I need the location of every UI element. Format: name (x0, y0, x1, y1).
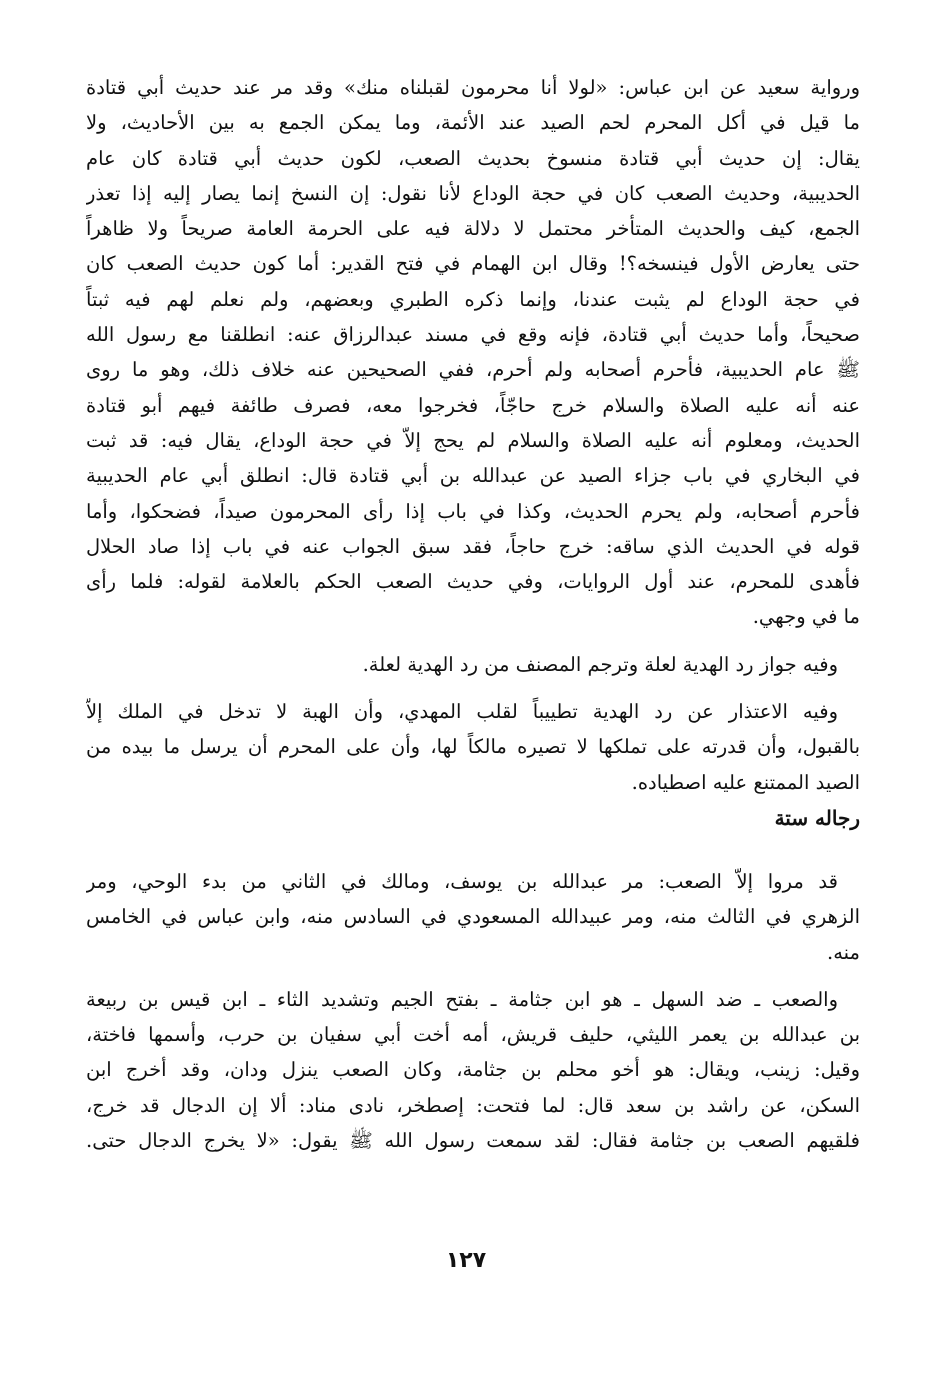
text-line: صحيحاً، وأما حديث أبي قتادة، فإنه وقع في مسند عبدالرزاق عنه: انطلقنا مع رسول الله (86, 323, 860, 347)
text-line: قوله في الحديث الذي ساقه: خرج حاجاً، فقد سبق الجواب عنه في باب إذا صاد الحلال (86, 534, 860, 558)
text-line: والصعب ـ ضد السهل ـ هو ابن جثامة ـ بفتح الجيم وتشديد الثاء ـ ابن قيس بن ربيعة (86, 987, 838, 1011)
text-line: بالقبول، وأن قدرته على تملكها لا تصيره مالكاً لها، وأن على المحرم أن يرسل ما بيده من (86, 735, 860, 759)
text-line: فأحرم أصحابه، ولم يحرم الحديث، وكذا في باب إذا رأى المحرمون صيداً، فضحكوا، وأما (86, 499, 860, 523)
text-line: عنه أنه عليه الصلاة والسلام خرج حاجّاً، فخرجوا معه، فصرف طائفة فيهم أبو قتادة (86, 393, 860, 417)
text-line: السكن، عن راشد بن سعد قال: لما فتحت: إصطخر، نادى مناد: ألا إن الدجال قد خرج، (86, 1093, 860, 1117)
text-line: ﷺ عام الحديبية، فأحرم أصحابه ولم أحرم، ففي الصحيحين عنه خلاف ذلك، وهو ما روى (86, 358, 860, 382)
text-line: ما في وجهي. (752, 605, 860, 629)
paragraph-1 (86, 70, 860, 635)
page-body (86, 70, 860, 1158)
text-line: ورواية سعيد عن ابن عباس: «لولا أنا محرمون لقبلناه منك» وقد مر عند حديث أبي قتادة (86, 76, 860, 99)
text-line: فأهدى للمحرم، عند أول الروايات، وفي حديث الصعب الحكم بالعلامة لقوله: فلما رأى (86, 570, 860, 594)
text-line: بن عبدالله بن يعمر الليثي، حليف قريش، أمه أخت أبي سفيان بن حرب، وأسمها فاختة، (86, 1023, 860, 1047)
paragraph-3 (86, 694, 860, 800)
text-line: وفيه جواز رد الهدية لعلة وترجم المصنف من رد الهدية لعلة. (362, 652, 838, 676)
paragraph-4 (86, 864, 860, 970)
text-line: الحديث، ومعلوم أنه عليه الصلاة والسلام لم يحج إلاّ في حجة الوداع، يقال فيه: قد ثبت (86, 428, 860, 452)
text-line: في حجة الوداع لم يثبت عندنا، وإنما ذكره الطبري وبعضهم، ولم نعلم لهم فيه ثبتاً (86, 287, 860, 311)
text-line: في البخاري في باب جزاء الصيد عن عبدالله بن أبي قتادة قال: انطلق أبي عام الحديبية (86, 464, 860, 488)
text-line: الزهري في الثالث منه، ومر عبيدالله المسعودي في السادس منه، وابن عباس في الخامس (86, 905, 860, 929)
page-number: ١٢٧ (445, 1248, 487, 1273)
text-line: الجمع، كيف والحديث المتأخر محتمل لا دلالة فيه على الحرمة العامة صريحاً ولا ظاهراً (86, 217, 860, 241)
text-line: فلقيهم الصعب بن جثامة فقال: لقد سمعت رسول الله ﷺ يقول: «لا يخرج الدجال حتى. (86, 1129, 860, 1153)
text-line: الحديبية، وحديث الصعب كان في حجة الوداع لأنا نقول: إن النسخ إنما يصار إليه إذا تعذر (86, 181, 860, 205)
text-line: وقيل: زينب، ويقال: هو أخو محلم بن جثامة، وكان الصعب ينزل ودان، وقد أخرج ابن (86, 1058, 860, 1082)
paragraph-5 (86, 982, 860, 1158)
section-heading: رجاله ستة (774, 805, 860, 830)
text-line: قد مروا إلاّ الصعب: مر عبدالله بن يوسف، ومالك في الثاني من بدء الوحي، ومر (86, 869, 838, 893)
text-line: حتى يعارض الأول فينسخه؟! وقال ابن الهمام في فتح القدير: أما كون حديث الصعب كان (86, 252, 860, 276)
text-line: ما قيل في أكل المحرم لحم الصيد عند الأئمة، وما يمكن الجمع به بين الأحاديث، ولا (86, 111, 860, 135)
text-line: يقال: إن حديث أبي قتادة منسوخ بحديث الصعب، لكون حديث أبي قتادة كان عام (86, 146, 860, 170)
text-line: وفيه الاعتذار عن رد الهدية تطييباً لقلب المهدي، وأن الهبة لا تدخل في الملك إلاّ (86, 700, 838, 724)
paragraph-2 (86, 647, 860, 682)
text-line: منه. (827, 940, 860, 964)
text-line: الصيد الممتنع عليه اصطياده. (631, 770, 860, 794)
